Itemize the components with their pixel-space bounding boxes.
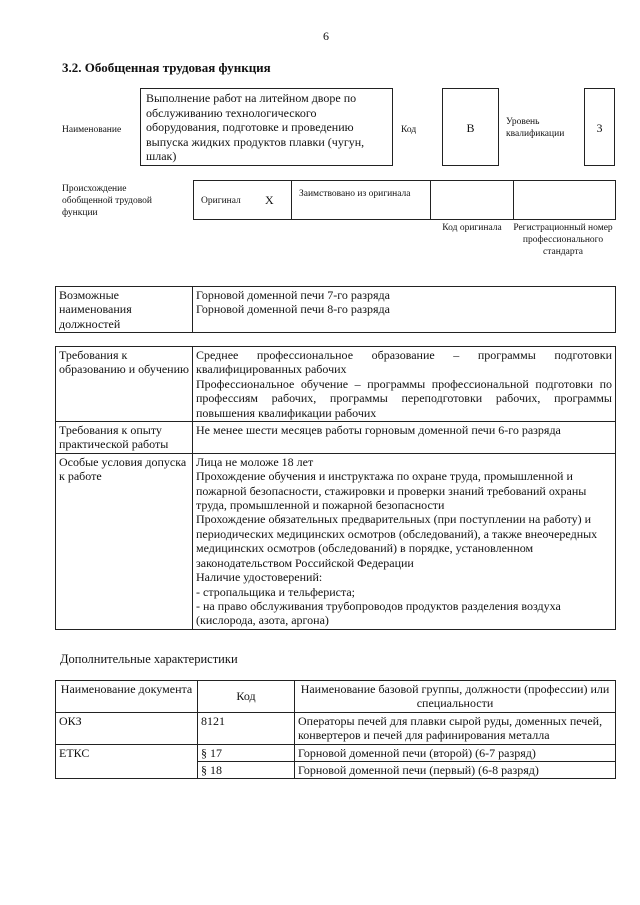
- additional-table: [55, 680, 616, 779]
- level-value-box: [584, 88, 615, 166]
- requirement-label: Особые условия допуска к работе: [56, 453, 193, 629]
- requirement-row-experience: [56, 422, 616, 454]
- requirement-line: Прохождение обучения и инструктажа по охране труда, промышленной и пожарной безопасности, стажировки и проверки знаний требований охраны труда, промышленной и пожарной безопасности: [196, 469, 587, 513]
- additional-title: Дополнительные характеристики: [60, 652, 238, 666]
- position-line: Горновой доменной печи 8-го разряда: [196, 302, 390, 317]
- header-code: Код: [198, 681, 295, 713]
- row-name: Операторы печей для плавки сырой руды, доменных печей, конвертеров и печей для рафинирования металла: [295, 712, 616, 744]
- additional-row: [56, 712, 616, 744]
- requirement-line: Прохождение обязательных предварительных (при поступлении на работу) и периодических медицинских осмотров (обследований), а также внеочередных медицинских осмотров (обследований) в порядке, установленном законодательством Российской Федерации: [196, 512, 598, 570]
- requirement-line: - стропальщика и тельфериста;: [196, 584, 356, 599]
- requirement-value: [193, 422, 616, 454]
- row-code: 8121: [198, 712, 295, 744]
- requirement-label: Требования к образованию и обучению: [56, 347, 193, 422]
- origin-code-caption: Код оригинала: [442, 223, 502, 233]
- header-document: Наименование документа: [56, 681, 198, 713]
- code-value-box: [442, 88, 499, 166]
- header-group: Наименование базовой группы, должности (профессии) или специальности: [295, 681, 616, 713]
- positions-row: [56, 287, 616, 333]
- row-code: § 17: [198, 744, 295, 761]
- page-number: 6: [323, 29, 329, 43]
- requirement-line: Наличие удостоверений:: [196, 570, 323, 585]
- row-name: Горновой доменной печи (первый) (6-8 разряд): [295, 762, 616, 779]
- origin-divider-1: [291, 180, 292, 220]
- row-doc: ОКЗ: [56, 712, 198, 744]
- origin-label: Происхождение обобщенной трудовой функции: [62, 184, 152, 218]
- origin-divider-2: [430, 180, 431, 220]
- additional-row: [56, 744, 616, 761]
- code-label: Код: [401, 125, 417, 135]
- requirement-label: Требования к опыту практической работы: [56, 422, 193, 454]
- positions-table: [55, 286, 616, 333]
- requirement-line: Профессиональное обучение – программы профессиональной подготовки по профессиям рабочих, программы переподготовки рабочих, программы повышения квалификации рабочих: [196, 376, 612, 420]
- origin-borrowed-label: Заимствовано из оригинала: [299, 189, 411, 199]
- section-title: 3.2. Обобщенная трудовая функция: [62, 60, 271, 75]
- requirement-row-conditions: [56, 453, 616, 629]
- requirement-row-education: [56, 347, 616, 422]
- requirement-line: Среднее профессиональное образование – программы подготовки квалифицированных рабочих: [196, 348, 612, 377]
- code-value: B: [466, 121, 475, 135]
- requirement-value: [193, 453, 616, 629]
- level-value: 3: [596, 121, 603, 135]
- requirement-line: - на право обслуживания трубопроводов продуктов разделения воздуха (кислорода, азота, аргона): [196, 598, 561, 628]
- name-label: Наименование: [62, 125, 122, 135]
- origin-box: [193, 180, 616, 220]
- row-name: Горновой доменной печи (второй) (6-7 разряд): [295, 744, 616, 761]
- row-doc: ЕТКС: [56, 744, 198, 779]
- requirements-table: [55, 346, 616, 630]
- positions-values: [193, 287, 616, 333]
- positions-label: Возможные наименования должностей: [56, 287, 193, 333]
- origin-mark: X: [265, 193, 274, 207]
- row-code: § 18: [198, 762, 295, 779]
- origin-original-label: Оригинал: [201, 196, 241, 206]
- origin-reg-caption: Регистрационный номер профессионального стандарта: [513, 223, 613, 257]
- origin-divider-3: [513, 180, 514, 220]
- name-value-box: [140, 88, 393, 166]
- position-line: Горновой доменной печи 7-го разряда: [196, 288, 390, 302]
- name-value: Выполнение работ на литейном дворе по обслуживанию технологического оборудования, подготовке и проведению выпуска жидких продуктов плавки (чугун, шлак): [146, 91, 365, 163]
- requirement-line: Лица не моложе 18 лет: [196, 454, 314, 469]
- requirement-line: Не менее шести месяцев работы горновым доменной печи 6-го разряда: [196, 423, 561, 438]
- additional-header-row: [56, 681, 616, 713]
- requirement-value: [193, 347, 616, 422]
- level-label: Уровень квалификации: [506, 117, 565, 139]
